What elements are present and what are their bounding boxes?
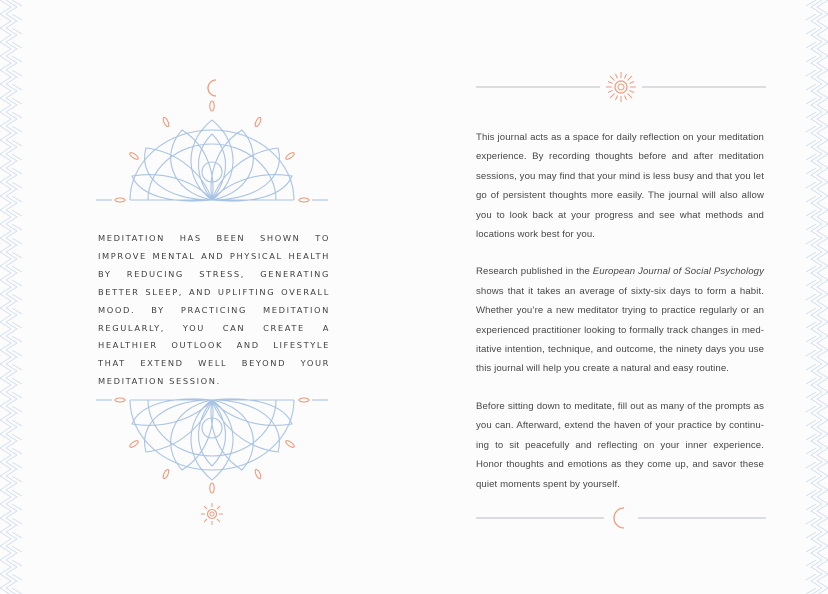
- top-mandala-ornament: [90, 72, 335, 212]
- intro-paragraph-2: [476, 262, 764, 378]
- journal-intro-text: [476, 128, 764, 512]
- petal-accents: [115, 101, 309, 202]
- crescent-moon-icon: [208, 80, 216, 96]
- mandala-lines: [96, 120, 328, 201]
- intro-paragraph-3: Before sitting down to meditate, fill out as many of the prompts as you can. Afterward, extend the haven of your practice by continuing to sit peacefully and reflecting on your inner experience. Honor thoughts and emotions as they come up, and savor these quiet moments spent by yourself.: [476, 400, 764, 490]
- crescent-moon-icon: [614, 508, 624, 528]
- meditation-benefits-text: MEDITATION HAS BEEN SHOWN TO IMPROVE MENTAL AND PHYSICAL HEALTH BY REDUCING STRESS, GENERATING BETTER SLEEP, AND UPLIFTING OVERALL MOOD. BY PRACTICING MEDITATION REGULARLY, YOU CAN CREATE A HEALTHIER OUTLOOK AND LIFESTYLE THAT EXTEND WELL BEYOND YOUR MEDITATION SESSION.: [98, 233, 330, 387]
- bottom-mandala-ornament: [90, 392, 335, 532]
- journal-title: European Journal of Social Psychology: [592, 266, 764, 278]
- bottom-divider: [476, 504, 766, 532]
- sun-icon: [201, 503, 223, 525]
- paragraph-2-start: Research published in the: [476, 266, 593, 278]
- left-border-pattern: [0, 0, 22, 594]
- paragraph-2-end: shows that it takes an average of sixty-six days to form a habit. Whether you’re a new meditator trying to practice regularly or an experienced practitioner looking to formally track changes in meditative intention, technique, and outcome, the ninety days you use this journal will help you create a natural and easy routine.: [476, 285, 764, 375]
- top-divider: [476, 70, 766, 104]
- intro-paragraph-1: This journal acts as a space for daily reflection on your meditation experience. By recording thoughts before and after meditation sessions, you may find that your mind is less busy and that you let go of persistent thoughts more easily. The journal will also allow you to look back at your progress and see what methods and locations work best for you.: [476, 132, 764, 241]
- right-border-pattern: [806, 0, 828, 594]
- sun-icon: [606, 72, 636, 102]
